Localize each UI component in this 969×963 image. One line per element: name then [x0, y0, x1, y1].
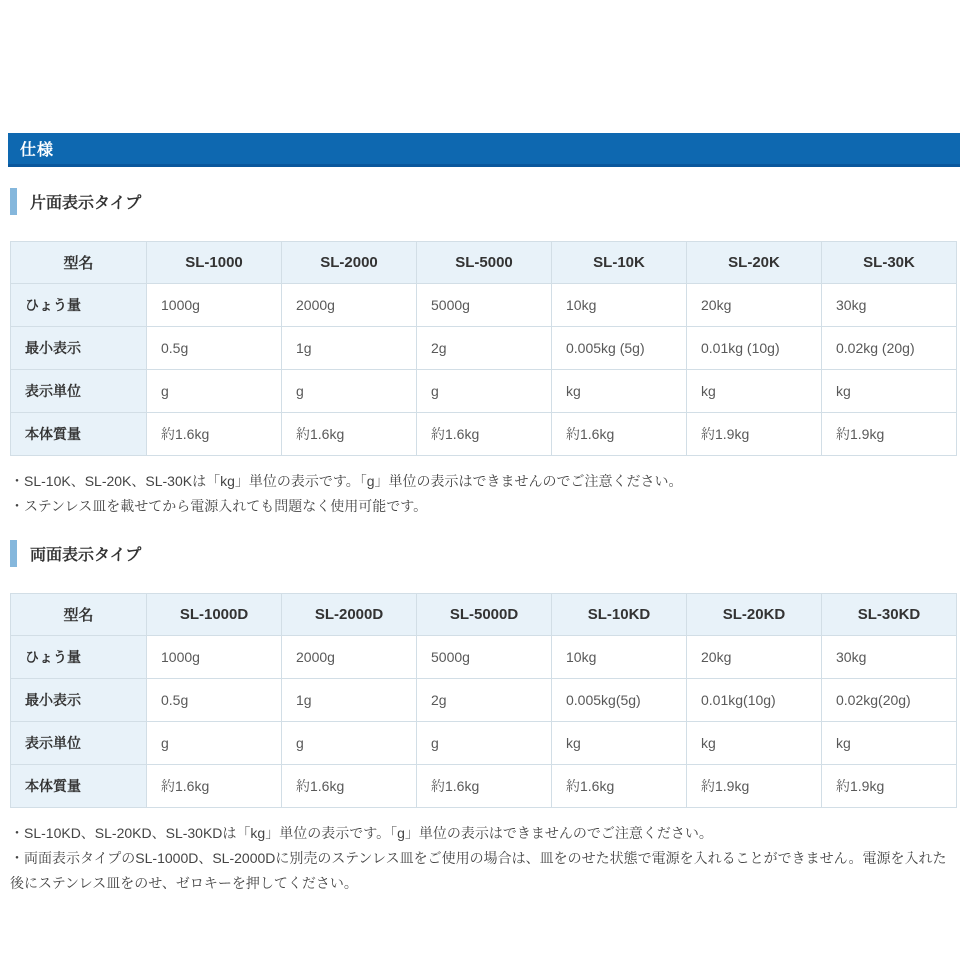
column-header: SL-1000	[147, 242, 282, 284]
table-cell: 約1.6kg	[552, 765, 687, 808]
table-header-row	[11, 242, 957, 284]
table-cell: 2000g	[282, 284, 417, 327]
column-header: SL-5000	[417, 242, 552, 284]
column-header-model: 型名	[11, 242, 147, 284]
notes-single-sided	[10, 469, 959, 519]
table-cell: 約1.9kg	[822, 413, 957, 456]
column-header: SL-20KD	[687, 594, 822, 636]
table-cell: 2g	[417, 327, 552, 370]
table-cell: 10kg	[552, 284, 687, 327]
table-cell: 0.01kg(10g)	[687, 679, 822, 722]
notes-double-sided	[10, 821, 959, 896]
table-cell: 30kg	[822, 636, 957, 679]
row-label: 本体質量	[11, 413, 147, 456]
column-header: SL-5000D	[417, 594, 552, 636]
table-cell: 約1.6kg	[147, 413, 282, 456]
table-header-row	[11, 594, 957, 636]
table-cell: 0.5g	[147, 679, 282, 722]
table-cell: 20kg	[687, 636, 822, 679]
table-cell: 約1.9kg	[822, 765, 957, 808]
table-cell: 0.02kg (20g)	[822, 327, 957, 370]
table-cell: 約1.9kg	[687, 765, 822, 808]
row-label: 最小表示	[11, 679, 147, 722]
subsection-title-label: 片面表示タイプ	[30, 195, 142, 212]
note-line: ・両面表示タイプのSL-1000D、SL-2000Dに別売のステンレス皿をご使用の場合は、皿をのせた状態で電源を入れることができません。電源を入れた後にステンレス皿をのせ、ゼロキーを押してください。	[10, 850, 947, 891]
spec-table-single-sided	[10, 241, 957, 456]
table-row	[11, 370, 957, 413]
section-header-title: 仕様	[20, 142, 55, 159]
column-header: SL-20K	[687, 242, 822, 284]
row-label: 最小表示	[11, 327, 147, 370]
table-cell: 約1.6kg	[417, 765, 552, 808]
table-cell: 約1.6kg	[282, 413, 417, 456]
subsection-title-label: 両面表示タイプ	[30, 547, 142, 564]
table-cell: 2000g	[282, 636, 417, 679]
note-line: ・ステンレス皿を載せてから電源入れても問題なく使用可能です。	[10, 498, 428, 514]
table-row	[11, 636, 957, 679]
section-header-bar	[8, 133, 960, 167]
column-header-model: 型名	[11, 594, 147, 636]
table-cell: kg	[552, 722, 687, 765]
table-cell: kg	[552, 370, 687, 413]
table-cell: kg	[822, 722, 957, 765]
column-header: SL-10KD	[552, 594, 687, 636]
row-label: 表示単位	[11, 722, 147, 765]
note-line: ・SL-10KD、SL-20KD、SL-30KDは「kg」単位の表示です。「g」単位の表示はできませんのでご注意ください。	[10, 825, 713, 841]
column-header: SL-2000	[282, 242, 417, 284]
subsection-marker	[10, 540, 17, 567]
spec-table-double-sided	[10, 593, 957, 808]
table-cell: g	[147, 722, 282, 765]
row-label: 表示単位	[11, 370, 147, 413]
table-cell: 1000g	[147, 284, 282, 327]
table-row	[11, 765, 957, 808]
table-cell: g	[282, 370, 417, 413]
table-row	[11, 413, 957, 456]
table-cell: 1000g	[147, 636, 282, 679]
table-cell: 0.005kg (5g)	[552, 327, 687, 370]
table-cell: 0.01kg (10g)	[687, 327, 822, 370]
row-label: ひょう量	[11, 636, 147, 679]
table-cell: kg	[687, 722, 822, 765]
table-cell: 5000g	[417, 284, 552, 327]
table-cell: g	[147, 370, 282, 413]
table-cell: kg	[822, 370, 957, 413]
table-cell: 0.5g	[147, 327, 282, 370]
table-cell: 約1.6kg	[282, 765, 417, 808]
column-header: SL-10K	[552, 242, 687, 284]
column-header: SL-30K	[822, 242, 957, 284]
subsection-double-sided	[10, 540, 959, 567]
table-cell: 約1.6kg	[552, 413, 687, 456]
table-cell: 1g	[282, 327, 417, 370]
table-cell: 約1.6kg	[417, 413, 552, 456]
table-row	[11, 327, 957, 370]
table-cell: 0.005kg(5g)	[552, 679, 687, 722]
table-cell: 0.02kg(20g)	[822, 679, 957, 722]
table-cell: g	[417, 370, 552, 413]
column-header: SL-30KD	[822, 594, 957, 636]
table-cell: 10kg	[552, 636, 687, 679]
table-cell: kg	[687, 370, 822, 413]
table-cell: 1g	[282, 679, 417, 722]
table-row	[11, 679, 957, 722]
column-header: SL-1000D	[147, 594, 282, 636]
table-cell: g	[282, 722, 417, 765]
row-label: ひょう量	[11, 284, 147, 327]
table-cell: g	[417, 722, 552, 765]
table-cell: 5000g	[417, 636, 552, 679]
table-cell: 約1.9kg	[687, 413, 822, 456]
column-header: SL-2000D	[282, 594, 417, 636]
table-cell: 2g	[417, 679, 552, 722]
table-cell: 約1.6kg	[147, 765, 282, 808]
note-line: ・SL-10K、SL-20K、SL-30Kは「kg」単位の表示です。「g」単位の表示はできませんのでご注意ください。	[10, 473, 683, 489]
row-label: 本体質量	[11, 765, 147, 808]
table-cell: 30kg	[822, 284, 957, 327]
table-cell: 20kg	[687, 284, 822, 327]
table-row	[11, 722, 957, 765]
subsection-single-sided	[10, 188, 959, 215]
subsection-marker	[10, 188, 17, 215]
table-row	[11, 284, 957, 327]
